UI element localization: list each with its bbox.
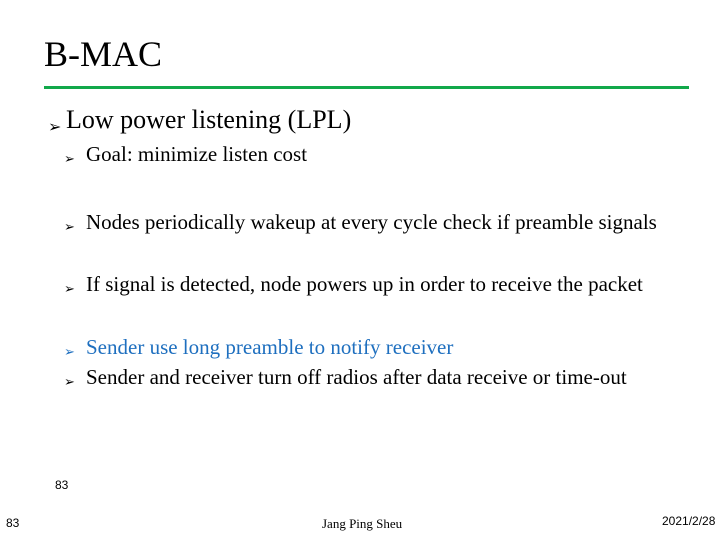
bullet-goal-text: Goal: minimize listen cost (86, 142, 308, 166)
bullet-sub-2 (64, 271, 694, 303)
bullet-main-text: Low power listening (LPL) (66, 105, 352, 134)
page-number-inner: 83 (55, 478, 69, 492)
arrow-bullet-icon: ➢ (64, 345, 75, 360)
title-underline (44, 86, 689, 89)
bullet-sub-4 (64, 364, 694, 396)
slide-title: B-MAC (44, 34, 163, 74)
footer-date: 2021/2/28 (662, 514, 716, 528)
bullet-sub-3 (64, 334, 694, 366)
bullet-sub-1 (64, 209, 694, 241)
arrow-bullet-icon: ➢ (64, 152, 75, 167)
bullet-sub-3-text: Sender use long preamble to notify receiver (86, 335, 454, 359)
bullet-sub-1-text: Nodes periodically wakeup at every cycle check if preamble signals (86, 210, 657, 234)
bullet-sub-2-text: If signal is detected, node powers up in order to receive the packet (86, 272, 643, 296)
arrow-bullet-icon: ➢ (48, 117, 62, 136)
page-number-outer: 83 (6, 516, 20, 530)
bullet-main (48, 104, 351, 143)
footer-author: Jang Ping Sheu (322, 516, 403, 531)
arrow-bullet-icon: ➢ (64, 220, 75, 235)
bullet-sub-4-text: Sender and receiver turn off radios after data receive or time-out (86, 365, 627, 389)
arrow-bullet-icon: ➢ (64, 375, 75, 390)
arrow-bullet-icon: ➢ (64, 282, 75, 297)
bullet-goal (64, 141, 694, 173)
